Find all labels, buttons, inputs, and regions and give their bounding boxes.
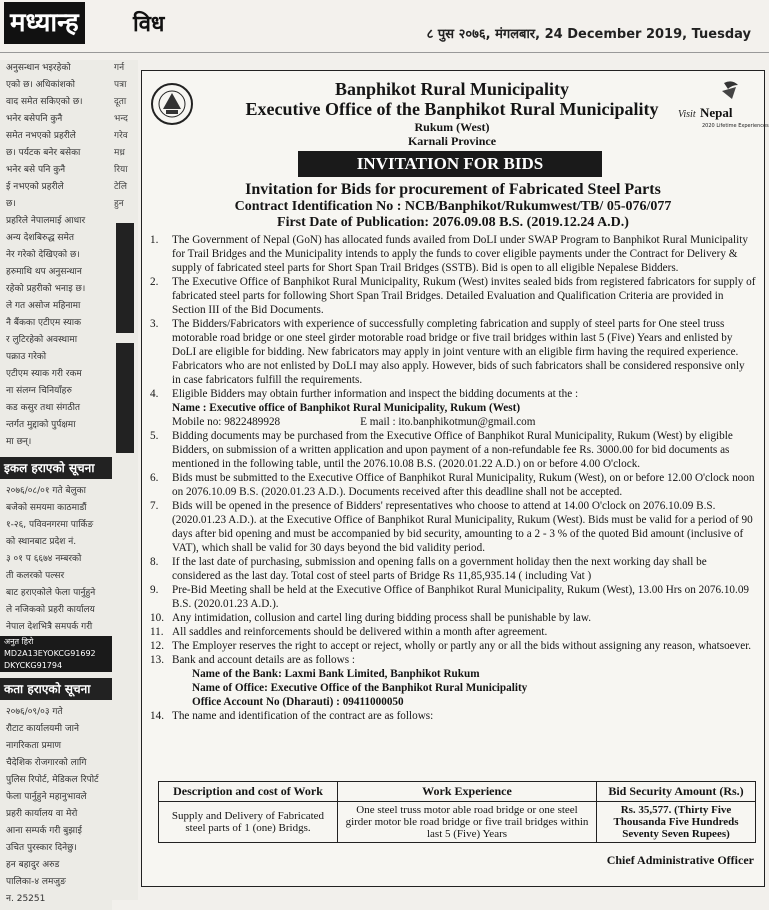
dark-ad-block (116, 343, 134, 453)
left-line: रहेको प्रहरीको भनाइ छ। (6, 284, 86, 294)
notice-line: बाट हराएकोले फेला पार्नुहुने (6, 588, 96, 598)
bank-office: Name of Office: Executive Office of the Banphikot Rural Municipality (192, 682, 528, 694)
list-item (142, 317, 764, 387)
contact-line (172, 415, 756, 429)
mid-line: दूता (114, 97, 127, 107)
left-line: कड कसुर तथा संगठीत (6, 403, 81, 413)
contract-table (158, 781, 756, 843)
left-line: पक्राउ गरेको (6, 352, 47, 362)
item-text: Bank and account details are as follows : (172, 654, 355, 666)
table-cell: Rs. 35,577. (Thirty Five Thousanda Five Hundreds Seventy Seven Rupees) (597, 802, 756, 843)
left-line: एटीएम स्याक गरी रकम (6, 369, 82, 379)
left-line: अनुसन्धान भइरहेको (6, 63, 71, 73)
bank-name: Name of the Bank: Laxmi Bank Limited, Banphikot Rukum (192, 668, 480, 680)
left-line: मा छन्। (6, 437, 32, 447)
notice-line: आना सम्पर्क गरी बुझाई (6, 826, 82, 836)
notice-line: रौटाट कार्यालयमी जाने (6, 724, 79, 734)
notice-line: हन बहादुर अरुड (6, 860, 60, 870)
list-item (142, 275, 764, 317)
notice-stamp: अनुत हिरो (0, 636, 112, 648)
list-item (142, 709, 764, 723)
notice-line: उचित पुरस्कार दिनेछु। (6, 843, 77, 853)
item-text: The name and identification of the contract are as follows: (172, 710, 434, 722)
left-line: भनेर बसे पनि कुनै (6, 165, 66, 175)
government-emblem-icon (149, 79, 195, 129)
newspaper-masthead (0, 0, 769, 53)
notice-line: फेला पार्नुहुने महानुभावले (6, 792, 87, 802)
item-text: If the last date of purchasing, submission and opening falls on a government holiday then the next working day shall be considered as the last day. Total cost of steel parts of Bridge Rs 11,85,935.14 ( including Vat ) (172, 556, 707, 582)
item-number: 3. (150, 318, 159, 330)
lost-notice-title: इकल हराएको सूचना (0, 457, 112, 479)
notice-line: ले नजिकको प्रहरी कार्यालय (6, 605, 95, 615)
item-text: Eligible Bidders may obtain further information and inspect the bidding documents at the : (172, 388, 579, 400)
table-header: Description and cost of Work (159, 782, 338, 802)
item-number: 12. (150, 640, 164, 652)
table-header: Work Experience (338, 782, 597, 802)
notice-line: २०७६/०८/०१ गते बेलुका (6, 486, 86, 496)
item-text: The Executive Office of Banphikot Rural Municipality, Rukum (West) invites sealed bids from registered fabricators for supply of fabricated steel parts for following Short Span Trail Bridges. Detailed Evaluation and Qualification Criteria are provided in Section III of the Bid Documents. (172, 276, 756, 316)
item-text: All saddles and reinforcements should be delivered within a month after agreement. (172, 626, 548, 638)
mid-line: टेलि (114, 182, 127, 192)
svg-text:Nepal: Nepal (700, 105, 733, 120)
office-title: Executive Office of the Banphikot Rural Municipality (245, 99, 659, 119)
left-line: एको छ। अधिकांशको (6, 80, 76, 90)
item-text: The Government of Nepal (GoN) has allocated funds availed from DoLI under SWAP Program to Banphikot Rural Municipality for Trail Bridges and the Municipality intends to apply the funds to cover eligible payments under the Contract for Delivery & supply of fabricated steel parts for Short Span Trail Bridges (SSTB). Bid is open to all eligible Nepalese Bidders. (172, 234, 748, 274)
left-news-column (0, 60, 112, 910)
signatory: Chief Administrative Officer (606, 853, 754, 867)
left-line: वाद समेत सकिएको छ। (6, 97, 83, 107)
notice-subtitle: Invitation for Bids for procurement of Fabricated Steel Parts (245, 181, 661, 198)
list-item (142, 429, 764, 471)
notice-line: नागरिकता प्रमाण (6, 741, 61, 751)
publication-date: First Date of Publication: 2076.09.08 B.S. (2019.12.24 A.D.) (277, 215, 629, 230)
item-number: 4. (150, 388, 159, 400)
list-item (142, 625, 764, 639)
svg-text:Visit: Visit (678, 109, 696, 120)
left-line: अन्य देशबिरुद्ध समेत (6, 233, 75, 243)
contact-name: Name : Executive office of Banphikot Rural Municipality, Rukum (West) (172, 402, 521, 414)
left-line: न्तर्गत मुद्दाको पुर्पक्षमा (6, 420, 76, 430)
notice-line: ती कलरको पल्सर (6, 571, 65, 581)
table-cell: Supply and Delivery of Fabricated steel parts of 1 (one) Bridgs. (159, 802, 338, 843)
newspaper-name-fragment: विध (133, 12, 165, 37)
left-line: समेत नभएको प्रहरीले (6, 131, 76, 141)
table-header-row (159, 782, 756, 802)
item-number: 11. (150, 626, 164, 638)
notice-line: बजेको समयमा काठमाडौं (6, 503, 87, 513)
notice-line: प्रहरी कार्यालय वा मेरो (6, 809, 78, 819)
issue-date: ८ पुस २०७६, मंगलबार, 24 December 2019, Tuesday (426, 27, 751, 42)
bid-notice-advertisement (141, 70, 769, 887)
item-number: 13. (150, 654, 164, 666)
notice-line: न. 25251 (6, 894, 46, 904)
list-item (142, 499, 764, 555)
notice-line: चैदेशिक रोजगारको लागि (6, 758, 87, 768)
item-text: Any intimidation, collusion and cartel ling during bidding process shall be punishable by law. (172, 612, 592, 624)
district-line: Rukum (West) (414, 120, 490, 134)
list-item (142, 387, 764, 429)
table-cell: One steel truss motor able road bridge or one steel girder motor ble road bridge or five trail bridges within last 5 (Five) Years (338, 802, 597, 843)
item-number: 6. (150, 472, 159, 484)
contract-identification: Contract Identification No : NCB/Banphikot/Rukumwest/TB/ 05-076/077 (234, 199, 672, 214)
notice-line: पुलिस रिपोर्ट, मेडिकल रिपोर्ट (6, 775, 99, 785)
mid-line: पत्रा (114, 80, 127, 90)
item-number: 2. (150, 276, 159, 288)
list-item (142, 471, 764, 499)
table-header: Bid Security Amount (Rs.) (597, 782, 756, 802)
mid-line: मध्र (114, 148, 125, 158)
province-line: Karnali Province (407, 134, 497, 148)
item-number: 7. (150, 500, 159, 512)
left-line: ना संलग्न चिनियाँहरु (6, 386, 72, 396)
item-number: 5. (150, 430, 159, 442)
left-line: नेर गरेको देखिएको छ। (6, 250, 80, 260)
list-item (142, 611, 764, 625)
left-line: भनेर बसेपनि कुनै (6, 114, 63, 124)
list-item (142, 639, 764, 653)
list-item (142, 653, 764, 709)
mid-line: रिया (114, 165, 128, 175)
notice-line: नेपाल देशभित्रै समपर्क गरी (6, 622, 93, 632)
lost-notice-title: कता हराएको सूचना (0, 678, 112, 700)
item-text: Pre-Bid Meeting shall be held at the Executive Office of Banphikot Rural Municipality, Rukum (West), 13.00 Hrs on 2076.10.09 B.S. (2020.01.23 A.D.). (172, 584, 750, 610)
mid-line: गरेव (114, 131, 128, 141)
svg-text:2020 Lifetime Experiences: 2020 Lifetime Experiences (702, 123, 769, 129)
notice-line: २०७६/०९/०३ गते (6, 707, 63, 717)
item-number: 1. (150, 234, 159, 246)
left-line: छ। पर्यटक बनेर बसेका (6, 148, 81, 158)
notice-line: पालिका-४ लमजुङ (6, 877, 66, 887)
item-number: 10. (150, 612, 164, 624)
left-line: ई नभएको प्रहरीले (6, 182, 64, 192)
contact-email: E mail : ito.banphikotmun@gmail.com (360, 416, 536, 428)
middle-news-column (112, 60, 138, 900)
left-line: हरुमाथि थप अनुसन्धान (6, 267, 82, 277)
item-text: Bidding documents may be purchased from the Executive Office of Banphikot Rural Municipality, Rukum (West) by eligible Bidders, on submission of a written application and upon payment of a non-refundable fee Rs. 3000.00 for bid documents as mentioned in the following table, until the 2076.10.08 B.S. (2020.01.22 A.D.) on or before 4.00 O'clock. (172, 430, 733, 470)
invitation-banner: INVITATION FOR BIDS (298, 151, 602, 177)
mid-line: गर्न (114, 63, 125, 73)
left-line: नै बैंकका एटीएम स्याक (6, 318, 82, 328)
left-line: छ। (6, 199, 16, 209)
municipality-title: Banphikot Rural Municipality (334, 79, 570, 99)
left-line: र लुटिरहेको अवस्थामा (6, 335, 78, 345)
notice-stamp: DKYCKG91794 (0, 660, 112, 672)
mid-line: भन्द (114, 114, 128, 124)
item-text: The Employer reserves the right to accept or reject, wholly or partly any or all the bids without assigning any reason, whatsoever. (172, 640, 752, 652)
bank-account: Office Account No (Dharauti) : 09411000050 (192, 696, 404, 708)
item-number: 14. (150, 710, 164, 722)
contact-mobile: Mobile no: 9822489928 (172, 416, 281, 428)
item-number: 8. (150, 556, 159, 568)
newspaper-name: मध्यान्ह (4, 2, 85, 44)
left-line: प्रहरिले नेपालमाई आधार (6, 216, 86, 226)
left-line: ले गत असोज महिनामा (6, 301, 81, 311)
list-item (142, 555, 764, 583)
list-item (142, 583, 764, 611)
notice-line: ३ ०१ प ६६७४ नम्बरको (6, 554, 82, 564)
item-text: Bids must be submitted to the Executive Office of Banphikot Rural Municipality, Rukum (West), on or before 12.00 O'clock noon on 2076.10.09 B.S. (2020.01.23 A.D.). Documents received after this deadline shall not be accepted. (172, 472, 755, 498)
mid-line: हुन (114, 199, 124, 209)
item-number: 9. (150, 584, 159, 596)
list-item (142, 233, 764, 275)
dark-ad-block (116, 223, 134, 333)
notice-line: १-२६, पविवनगरमा पार्किङ (6, 520, 94, 530)
bid-conditions-list (142, 233, 764, 723)
item-text: Bids will be opened in the presence of Bidders' representatives who choose to attend at 14.00 O'clock on 2076.10.09 B.S. (2020.01.23 A.D.). at the Executive Office of Banphikot Rural Municipality, Rukum (West). Bids must be valid for a period of 90 days after bid opening and must be accompanied by bid security, amounting to a 2 - 3 % of the quoted Bid amount (inclusive of VAT), which shall be valid for 30 days beyond the bid validity period. (172, 500, 753, 554)
notice-stamp: MD2A13EYOKCG91692 (0, 648, 112, 660)
table-row (159, 802, 756, 843)
item-text: The Bidders/Fabricators with experience of successfully completing fabrication and supply of steel parts for One steel truss motorable road bridge or one steel girder motorable road bridge or five trail bridges within last 5 (Five) Years and enlisted by DoLI are eligible for bidding. New fabricators may apply in joint venture with an eligible firm having the required experience. Fabricators who are not enlisted by DoLI may also apply. However, bids of such fabricators shall be considered responsive only in case fabricators fulfill the requirements. (172, 318, 745, 386)
notice-line: को स्थानबाट प्रदेश नं. (6, 537, 77, 547)
